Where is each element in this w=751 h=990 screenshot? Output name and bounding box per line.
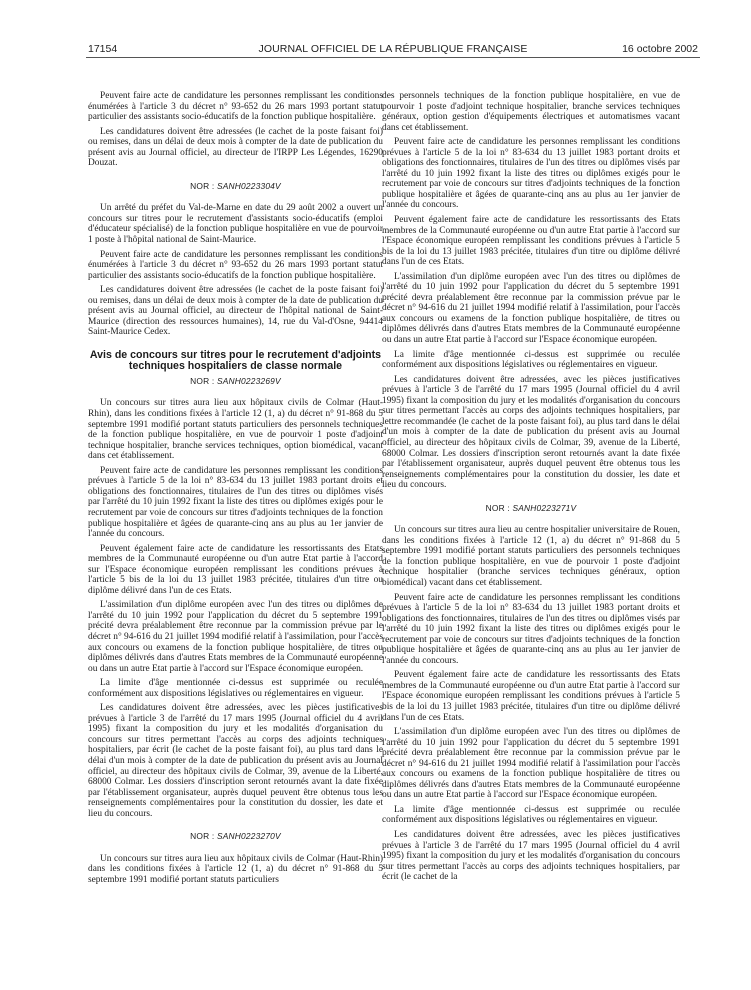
right-column xyxy=(382,91,680,887)
paragraph: Un arrêté du préfet du Val-de-Marne en date du 29 août 2002 a ouvert un concours sur titres pour le recrutement d'assistants socio-éducatifs (emploi d'éducateur spécialisé) de la fonction publique hospitalière en vue de pourvoir 1 poste à l'hôpital national de Saint-Maurice. xyxy=(88,203,383,246)
paragraph: Un concours sur titres aura lieu aux hôpitaux civils de Colmar (Haut-Rhin), dans les conditions fixées à l'article 12 (1, a) du décret n° 91-868 du 5 septembre 1991 modifié portant statuts particuliers des personnels techniques de la fonction publique hospitalière, en vue de pourvoir 1 poste d'adjoint technique hospitalier, branche services techniques, option biomédical, vacant dans cet établissement. xyxy=(88,398,383,462)
paragraph: Les candidatures doivent être adressées (le cachet de la poste faisant foi) ou remises, dans un délai de deux mois à compter de la date de publication du présent avis au Journal officiel, au directeur de l'hôpital national de Saint-Maurice (direction des ressources humaines), 14, rue du Val-d'Osne, 94414 Saint-Maurice Cedex. xyxy=(88,285,383,338)
paragraph: Peuvent également faire acte de candidature les ressortissants des Etats membres de la Communauté européenne ou d'un autre Etat partie à l'accord sur l'Espace économique européen remplissant les conditions prévues à l'article 5 bis de la loi du 13 juillet 1983 précitée, titulaires d'un titre ou diplôme délivré dans l'un de ces Etats. xyxy=(382,670,680,723)
paragraph: La limite d'âge mentionnée ci-dessus est supprimée ou reculée conformément aux dispositions législatives ou réglementaires en vigueur. xyxy=(88,678,383,699)
paragraph: Peuvent faire acte de candidature les personnes remplissant les conditions énumérées à l'article 3 du décret n° 93-652 du 26 mars 1993 portant statut particulier des assistants socio-éducatifs de la fonction publique hospitalière. xyxy=(88,249,383,281)
left-column xyxy=(88,91,383,889)
paragraph: Les candidatures doivent être adressées, avec les pièces justificatives prévues à l'article 3 de l'arrêté du 17 mars 1995 (Journal officiel du 4 avril 1995) fixant la composition du jury et les modalités d'organisation du concours sur titres permettant l'accès au corps des adjoints techniques hospitaliers, par écrit (le cachet de la poste faisant foi), au plus tard dans le délai d'un mois à compter de la date de publication du présent avis au Journal officiel, au directeur des hôpitaux civils de Colmar, 39, avenue de la Liberté, 68000 Colmar. Les dossiers d'inscription seront retournés avant la date fixée par l'établissement organisateur, auprès duquel peuvent être obtenus tous les renseignements complémentaires pour la constitution du dossier, les date et lieu du concours. xyxy=(88,703,383,819)
section-title: Avis de concours sur titres pour le recrutement d'adjoints techniques hospitaliers de classe normale xyxy=(89,348,382,373)
nor-code: SANH0223270V xyxy=(216,831,281,842)
paragraph: L'assimilation d'un diplôme européen avec l'un des titres ou diplômes de l'arrêté du 10 juin 1992 pour l'application du décret du 5 septembre 1991 précité devra préalablement être reconnue par la commission prévue par le décret n° 94-616 du 21 juillet 1994 modifié relatif à l'assimilation pour l'accès aux concours ou examens de la fonction publique hospitalière de titres ou diplômes délivrés dans d'autres Etats membres de la Communauté européenne ou dans un autre Etat partie à l'accord sur l'Espace économique européen. xyxy=(382,727,680,801)
paragraph: Peuvent faire acte de candidature les personnes remplissant les conditions prévues à l'article 5 de la loi n° 83-634 du 13 juillet 1983 portant droits et obligations des fonctionnaires, titulaires de l'un des titres ou diplômes visés par l'arrêté du 10 juin 1992 fixant la liste des titres ou diplômes exigés pour le recrutement par voie de concours sur titres d'adjoints techniques de la fonction publique hospitalière et âgées de quarante-cinq ans au plus au 1er janvier de l'année du concours. xyxy=(88,465,383,540)
nor-reference: NOR : SANH0223269V xyxy=(190,375,281,386)
paragraph: Peuvent faire acte de candidature les personnes remplissant les conditions prévues à l'article 5 de la loi n° 83-634 du 13 juillet 1983 portant droits et obligations des fonctionnaires, titulaires de l'un des titres ou diplômes visés par l'arrêté du 10 juin 1992 fixant la liste des titres ou diplômes exigés pour le recrutement par voie de concours sur titres d'adjoints techniques de la fonction publique hospitalière et âgées de quarante-cinq ans au plus au 1er janvier de l'année du concours. xyxy=(382,137,680,211)
nor-code: SANH0223269V xyxy=(216,375,281,386)
nor-reference: NOR : SANH0223270V xyxy=(190,831,281,842)
paragraph: Un concours sur titres aura lieu au centre hospitalier universitaire de Rouen, dans les conditions fixées à l'article 12 (1, a) du décret n° 91-868 du 5 septembre 1991 modifié portant statuts particuliers des personnels techniques de la fonction publique hospitalière, en vue de pourvoir 1 poste d'adjoint technique hospitalier (branche services techniques généraux, option biomédical) vacant dans cet établissement. xyxy=(382,525,680,588)
paragraph: Peuvent également faire acte de candidature les ressortissants des Etats membres de la Communauté européenne ou d'un autre Etat partie à l'accord sur l'Espace économique européen remplissant les conditions prévues à l'article 5 bis de la loi du 13 juillet 1983 précitée, titulaires d'un titre ou diplôme délivré dans l'un de ces Etats. xyxy=(88,543,383,596)
paragraph: Les candidatures doivent être adressées, avec les pièces justificatives prévues à l'article 3 de l'arrêté du 17 mars 1995 (Journal officiel du 4 avril 1995) fixant la composition du jury et les modalités d'organisation du concours sur titres permettant l'accès au corps des adjoints techniques hospitaliers, par lettre recommandée (le cachet de la poste faisant foi), au plus tard dans le délai d'un mois à compter de la date de publication du présent avis au Journal officiel, au directeur des hôpitaux civils de Colmar, 39, avenue de la Liberté, 68000 Colmar. Les dossiers d'inscription seront retournés avant la date fixée par l'établissement organisateur, auprès duquel peuvent être obtenus tous les renseignements complémentaires pour la constitution du dossier, les date et lieu du concours. xyxy=(382,374,680,491)
paragraph: La limite d'âge mentionnée ci-dessus est supprimée ou reculée conformément aux dispositions législatives ou réglementaires en vigueur. xyxy=(382,349,680,371)
paragraph: Peuvent également faire acte de candidature les ressortissants des Etats membres de la Communauté européenne ou d'un autre Etat partie à l'accord sur l'Espace économique européen remplissant les conditions prévues à l'article 5 bis de la loi du 13 juillet 1983 précitée, titulaires d'un titre ou diplôme délivré dans l'un de ces Etats. xyxy=(382,215,680,268)
paragraph: Peuvent faire acte de candidature les personnes remplissant les conditions énumérées à l'article 3 du décret n° 93-652 du 26 mars 1993 portant statut particulier des assistants socio-éducatifs de la fonction publique hospitalière. xyxy=(88,91,383,123)
page-number: 17154 xyxy=(88,43,118,55)
paragraph: Les candidatures doivent être adressées, avec les pièces justificatives prévues à l'article 3 de l'arrêté du 17 mars 1995 (Journal officiel du 4 avril 1995) fixant la composition du jury et les modalités d'organisation du concours sur titres permettant l'accès au corps des adjoints techniques hospitaliers, par écrit (le cachet de la xyxy=(382,830,680,883)
nor-code: SANH0223304V xyxy=(216,180,281,191)
page-header xyxy=(88,43,698,57)
paragraph: Peuvent faire acte de candidature les personnes remplissant les conditions prévues à l'article 5 de la loi n° 83-634 du 13 juillet 1983 portant droits et obligations des fonctionnaires, titulaires de l'un des titres ou diplômes visés par l'arrêté du 10 juin 1992 fixant la liste des titres ou diplômes exigés pour le recrutement par voie de concours sur titres d'adjoints techniques de la fonction publique hospitalière et âgées de quarante-cinq ans au plus au 1er janvier de l'année du concours. xyxy=(382,592,680,666)
paragraph: La limite d'âge mentionnée ci-dessus est supprimée ou reculée conformément aux dispositions législatives ou réglementaires en vigueur. xyxy=(382,804,680,826)
paragraph: des personnels techniques de la fonction publique hospitalière, en vue de pourvoir 1 poste d'adjoint technique hospitalier, branche services techniques généraux, option gestion d'équipements électriques et automatismes vacant dans cet établissement. xyxy=(382,91,680,133)
paragraph: L'assimilation d'un diplôme européen avec l'un des titres ou diplômes de l'arrêté du 10 juin 1992 pour l'application du décret du 5 septembre 1991 précité devra préalablement être reconnue par la commission prévue par le décret n° 94-616 du 21 juillet 1994 modifié relatif à l'assimilation, pour l'accès aux concours ou examens de la fonction publique hospitalière, de titres ou diplômes délivrés dans d'autres Etats membres de la Communauté européenne ou dans un autre Etat partie à l'accord sur l'Espace économique européen. xyxy=(382,271,680,346)
nor-code: SANH0223271V xyxy=(512,502,577,513)
journal-title: JOURNAL OFFICIEL DE LA RÉPUBLIQUE FRANÇAISE xyxy=(258,43,528,55)
paragraph: Un concours sur titres aura lieu aux hôpitaux civils de Colmar (Haut-Rhin) dans les conditions fixées à l'article 12 (1, a) du décret n° 91-868 du 5 septembre 1991 modifié portant statuts particuliers xyxy=(88,853,383,885)
issue-date: 16 octobre 2002 xyxy=(622,43,698,55)
paragraph: Les candidatures doivent être adressées (le cachet de la poste faisant foi) ou remises, dans un délai de deux mois à compter de la date de publication du présent avis au Journal officiel, au directeur de l'IRPP Les Légendes, 16290 Douzat. xyxy=(88,126,383,169)
paragraph: L'assimilation d'un diplôme européen avec l'un des titres ou diplômes de l'arrêté du 10 juin 1992 pour l'application du décret du 5 septembre 1991 précité devra préalablement être reconnue par la commission prévue par le décret n° 94-616 du 21 juillet 1994 modifié relatif à l'assimilation, pour l'accès aux concours ou examens de la fonction publique hospitalière, de titres ou diplômes délivrés dans d'autres Etats membres de la Communauté européenne ou dans un autre Etat partie à l'accord sur l'Espace économique européen. xyxy=(88,600,383,674)
nor-reference: NOR : SANH0223271V xyxy=(485,502,577,513)
nor-reference: NOR : SANH0223304V xyxy=(190,180,281,191)
header-rule xyxy=(86,57,700,58)
